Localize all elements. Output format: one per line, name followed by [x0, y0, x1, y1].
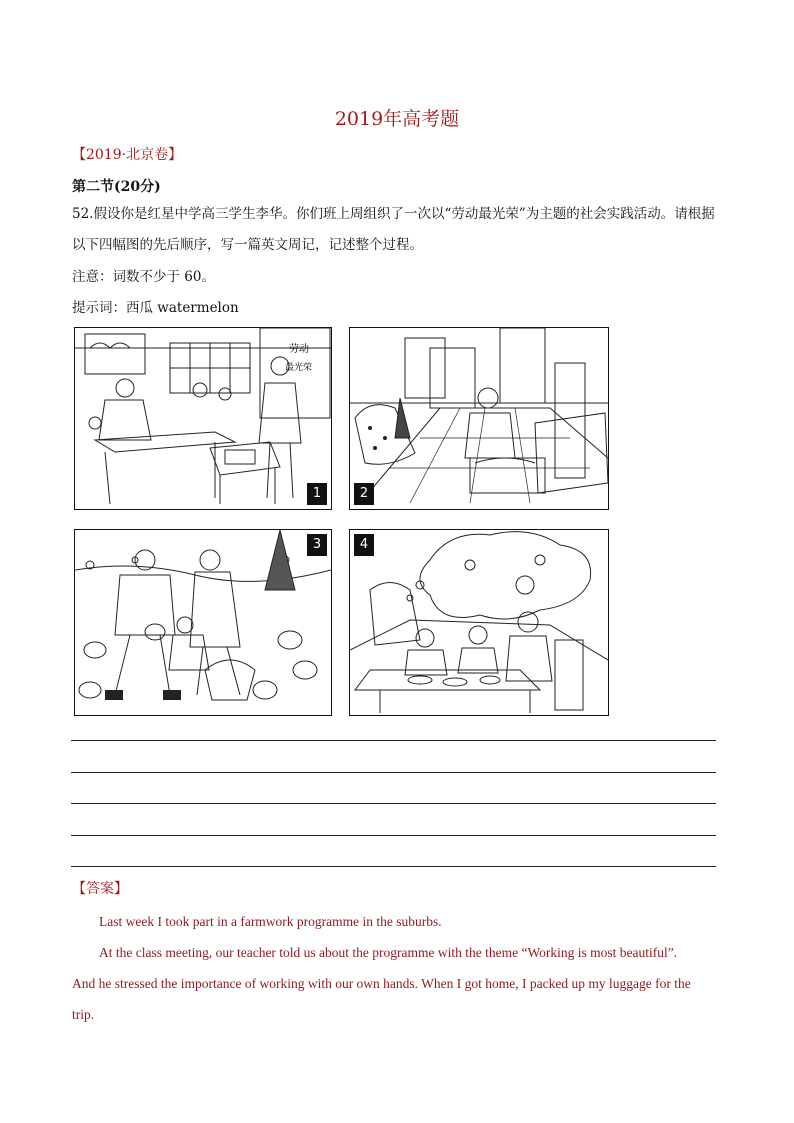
writing-line[interactable] — [71, 772, 716, 773]
slogan-text-2: 最光荣 — [285, 363, 313, 373]
answer-line-1: Last week I took part in a farmwork programme in the suburbs. — [99, 914, 442, 929]
packing-illustration — [350, 328, 608, 509]
answer-line-4: trip. — [72, 1007, 95, 1022]
writing-line[interactable] — [71, 740, 716, 741]
classroom-illustration — [75, 328, 331, 509]
task-prompt: 52.假设你是红星中学高三学生李华。你们班上周组织了一次以“劳动最光荣”为主题的社会实践活动。请根据以下四幅图的先后顺序，写一篇英文周记，记述整个过程。 — [72, 206, 715, 253]
picture-number-3: 3 — [307, 534, 327, 556]
writing-line[interactable] — [71, 866, 716, 867]
picture-number-1: 1 — [307, 483, 327, 505]
page-title: 2019年高考题 — [334, 108, 460, 130]
task-hint: 提示词：西瓜 watermelon — [72, 300, 239, 316]
answer-line-2: At the class meeting, our teacher told us about the programme with the theme “Working is most beautiful”. — [99, 945, 678, 960]
slogan-text-1: 劳动 — [289, 344, 309, 355]
picture-1-classroom — [74, 327, 332, 510]
picture-number-2: 2 — [354, 483, 374, 505]
section-heading: 第二节(20分) — [72, 179, 161, 195]
picture-2-packing — [349, 327, 609, 510]
task-note: 注意：词数不少于 60。 — [72, 269, 215, 285]
answer-label: 【答案】 — [72, 881, 128, 897]
picture-3-watermelon-field — [74, 529, 332, 716]
writing-line[interactable] — [71, 835, 716, 836]
answer-line-3: And he stressed the importance of working with our own hands. When I got home, I packed up my luggage for the — [72, 976, 691, 991]
writing-line[interactable] — [71, 803, 716, 804]
watermelon-field-illustration — [75, 530, 331, 715]
picture-4-family-dinner — [349, 529, 609, 716]
picture-number-4: 4 — [354, 534, 374, 556]
exam-source-tag: 【2019·北京卷】 — [72, 147, 183, 163]
family-dinner-illustration — [350, 530, 608, 715]
